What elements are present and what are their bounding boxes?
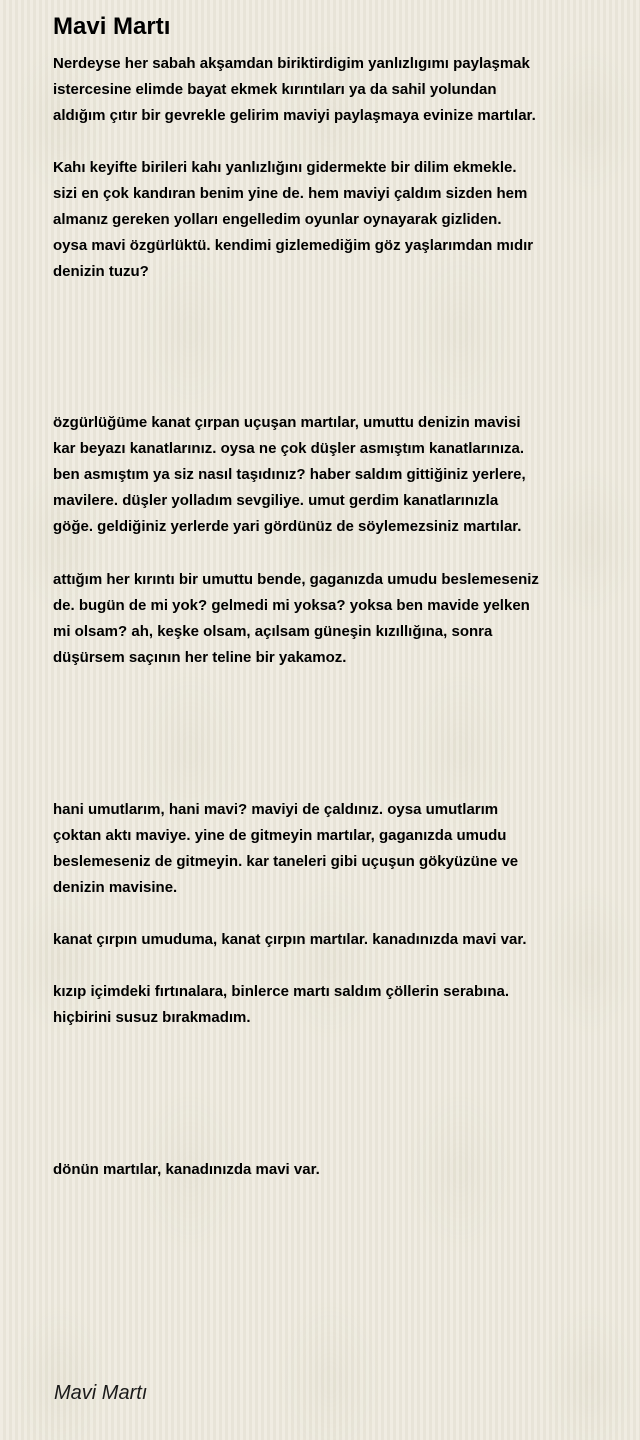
- poem-title: Mavi Martı: [53, 13, 171, 40]
- poem-paragraph-5: hani umutlarım, hani mavi? maviyi de çaldınız. oysa umutlarım çoktan aktı maviye. yine de gitmeyin martılar, gaganızda umudu beslemeseniz de gitmeyin. kar taneleri gibi uçuşun gökyüzüne ve denizin mavisine.: [53, 801, 519, 896]
- poem-paragraph-3: özgürlüğüme kanat çırpan uçuşan martılar, umuttu denizin mavisi kar beyazı kanatlarınız. oysa ne çok düşler asmıştım kanatlarınıza. ben asmıştım ya siz nasıl taşıdınız? haber saldım gittiğiniz yerlere, mavilere. düşler yolladım sevgiliye. umut gerdim kanatlarınızla göğe. geldiğiniz yerlerde yari gördünüz de söylemezsiniz martılar.: [53, 414, 526, 535]
- author-signature: Mavi Martı: [54, 1382, 148, 1404]
- poem-paragraph-8: dönün martılar, kanadınızda mavi var.: [53, 1161, 320, 1178]
- poem-paragraph-2: Kahı keyifte birileri kahı yanlızlığını gidermekte bir dilim ekmekle. sizi en çok kandıran benim yine de. hem maviyi çaldım sizden hem almanız gereken yolları engelledim oyunlar oynayarak gizliden. oysa mavi özgürlüktü. kendimi gizlemediğim göz yaşlarımdan mıdır denizin tuzu?: [53, 159, 534, 280]
- poem-paragraph-6: kanat çırpın umuduma, kanat çırpın martılar. kanadınızda mavi var.: [53, 931, 527, 948]
- poem-paragraph-7: kızıp içimdeki fırtınalara, binlerce martı saldım çöllerin serabına. hiçbirini susuz bırakmadım.: [53, 983, 510, 1026]
- poem-paragraph-4: attığım her kırıntı bir umuttu bende, gaganızda umudu beslemeseniz de. bugün de mi yok? gelmedi mi yoksa? yoksa ben mavide yelken mi olsam? ah, keşke olsam, açılsam güneşin kızıllığına, sonra düşürsem saçının her teline bir yakamoz.: [53, 571, 539, 666]
- poem-paragraph-1: Nerdeyse her sabah akşamdan biriktirdigim yanlızlıgımı paylaşmak istercesine elimde bayat ekmek kırıntıları ya da sahil yolundan aldığım çıtır bir gevrekle gelirim maviyi paylaşmaya evinize martılar.: [53, 55, 536, 124]
